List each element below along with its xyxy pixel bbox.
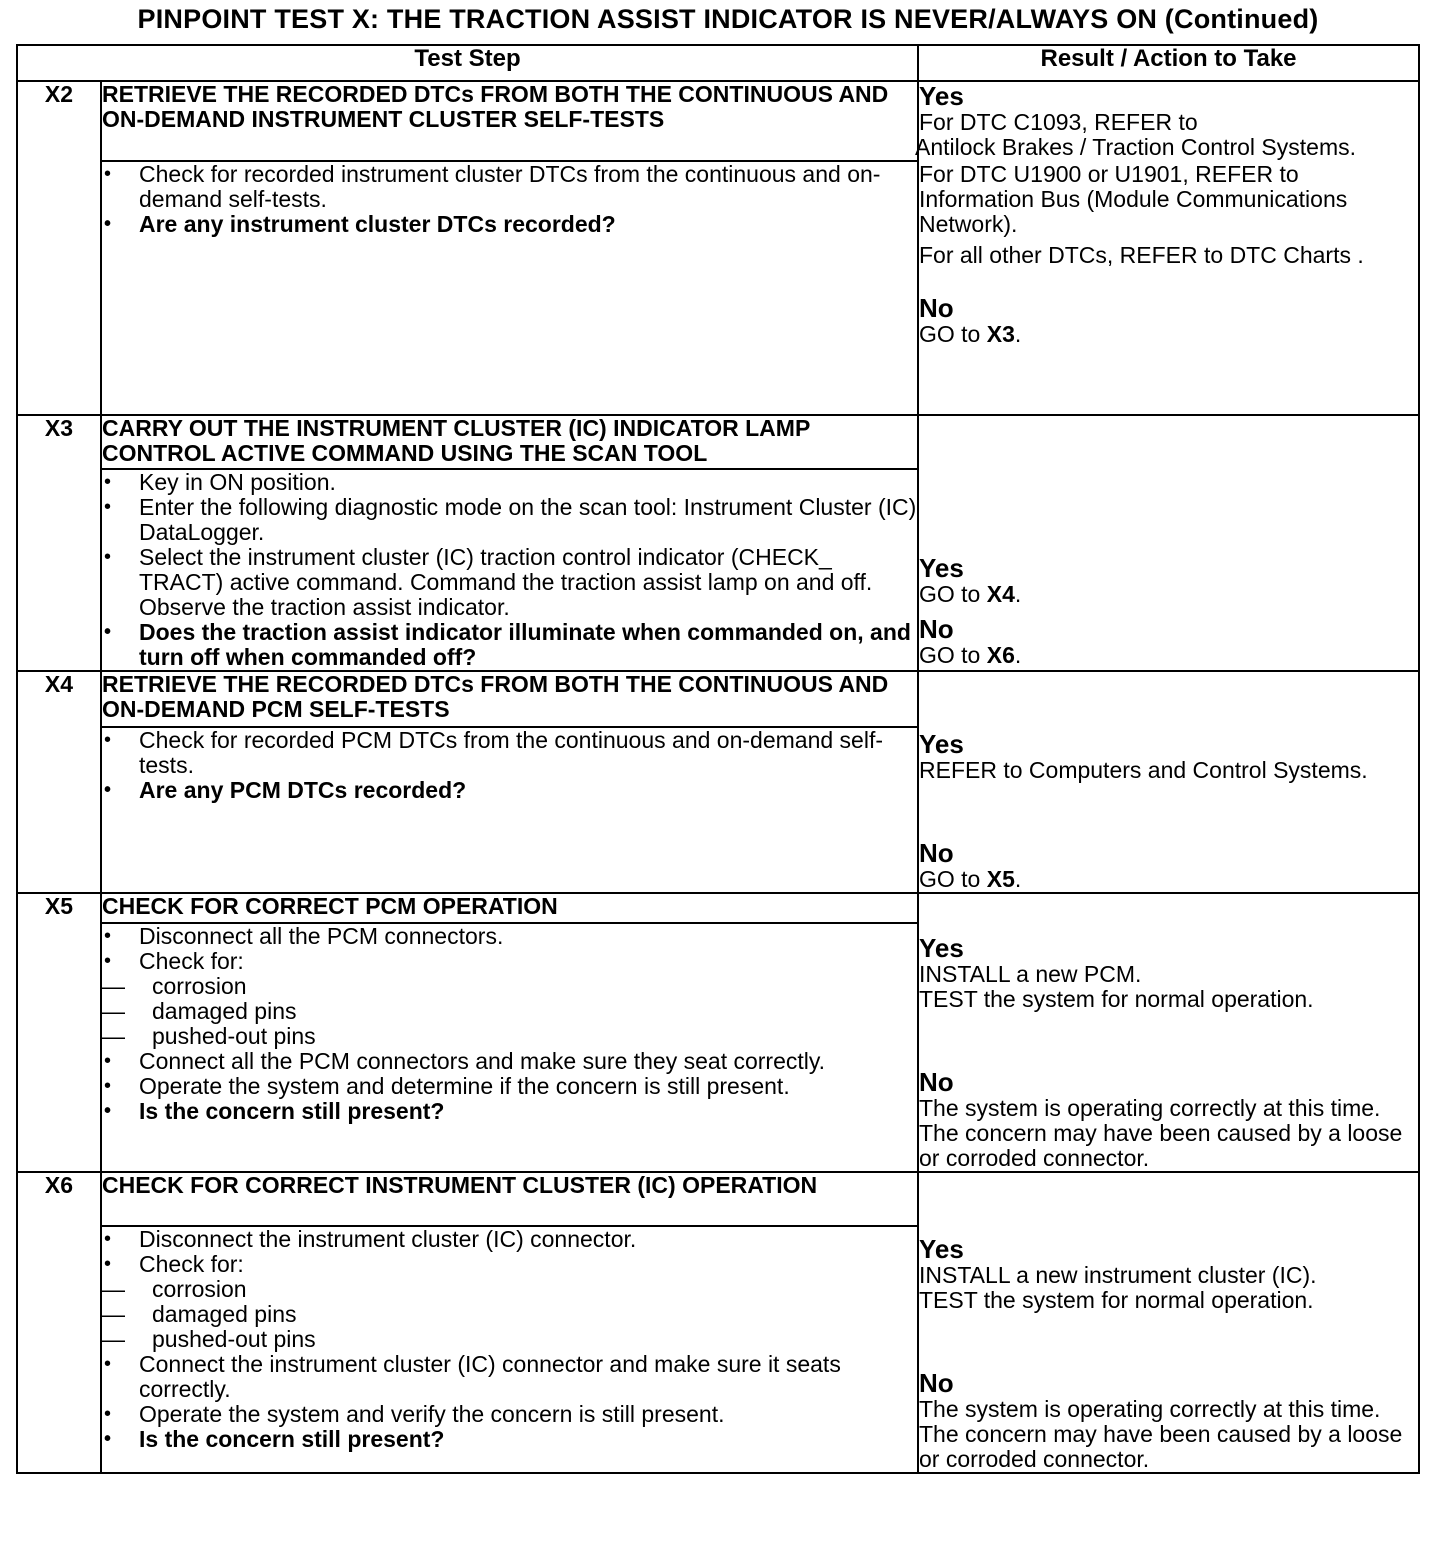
no-label: No bbox=[919, 1368, 954, 1398]
yes-line: TEST the system for normal operation. bbox=[919, 986, 1314, 1012]
step-items bbox=[102, 470, 917, 670]
yes-action bbox=[919, 582, 1418, 607]
step-body bbox=[101, 469, 918, 671]
question-item: • Is the concern still present? bbox=[139, 1427, 917, 1452]
step-id: X6 bbox=[17, 1172, 101, 1473]
step-x4-head-row bbox=[17, 671, 1419, 727]
no-action: The system is operating correctly at this time. The concern may have been caused by a loose or corroded connector. bbox=[919, 1396, 1403, 1472]
yes-target-link[interactable]: X4 bbox=[986, 581, 1015, 607]
check-item: — corrosion bbox=[152, 1277, 917, 1302]
step-result bbox=[918, 893, 1419, 1172]
step-x2-head-row bbox=[17, 81, 1419, 161]
no-target-link[interactable]: X6 bbox=[986, 642, 1015, 668]
check-item: — damaged pins bbox=[152, 999, 917, 1024]
yes-action: REFER to Computers and Control Systems. bbox=[919, 757, 1368, 783]
step-result bbox=[915, 81, 1419, 415]
no-target-link[interactable]: X3 bbox=[986, 321, 1015, 347]
no-label: No bbox=[919, 838, 954, 868]
step-id: X4 bbox=[17, 671, 101, 893]
list-item bbox=[139, 1252, 917, 1352]
step-body bbox=[101, 727, 918, 894]
no-suffix: . bbox=[1014, 866, 1022, 892]
step-heading: CHECK FOR CORRECT INSTRUMENT CLUSTER (IC) OPERATION bbox=[101, 1172, 918, 1226]
no-target-link[interactable]: X5 bbox=[986, 866, 1015, 892]
yes-line: INSTALL a new instrument cluster (IC). bbox=[919, 1262, 1317, 1288]
yes-line: Antilock Brakes / Traction Control Systems. bbox=[915, 134, 1356, 160]
yes-line: INSTALL a new PCM. bbox=[919, 961, 1142, 987]
step-id: X5 bbox=[17, 893, 101, 1172]
check-list bbox=[102, 974, 917, 1049]
step-result bbox=[918, 1172, 1419, 1473]
header-test-step: Test Step bbox=[17, 45, 918, 81]
question-item: • Are any instrument cluster DTCs recorded? bbox=[139, 212, 917, 237]
no-suffix: . bbox=[1014, 642, 1022, 668]
no-action bbox=[919, 322, 1418, 347]
no-prefix: GO to bbox=[919, 642, 987, 668]
yes-label: Yes bbox=[919, 553, 964, 583]
step-x5-head-row bbox=[17, 893, 1419, 923]
step-result bbox=[918, 415, 1419, 671]
list-item: • Select the instrument cluster (IC) traction control indicator (CHECK_ TRACT) active command. Command the traction assist lamp on and off. Observe the traction assist indicator. bbox=[139, 545, 917, 620]
step-id: X3 bbox=[17, 415, 101, 671]
question-item: • Is the concern still present? bbox=[139, 1099, 917, 1124]
step-heading: RETRIEVE THE RECORDED DTCs FROM BOTH THE CONTINUOUS AND ON-DEMAND PCM SELF-TESTS bbox=[101, 671, 918, 727]
no-label: No bbox=[919, 614, 954, 644]
list-item bbox=[139, 949, 917, 1049]
list-item: • Key in ON position. bbox=[139, 470, 917, 495]
pinpoint-test-table bbox=[16, 44, 1420, 1474]
yes-line: TEST the system for normal operation. bbox=[919, 1287, 1314, 1313]
no-action: The system is operating correctly at this time. The concern may have been caused by a loose or corroded connector. bbox=[919, 1095, 1403, 1171]
step-x6-head-row bbox=[17, 1172, 1419, 1226]
step-items bbox=[102, 162, 917, 237]
no-label: No bbox=[919, 1067, 954, 1097]
check-list bbox=[102, 1277, 917, 1352]
yes-line: For all other DTCs, REFER to DTC Charts . bbox=[919, 242, 1364, 268]
step-body bbox=[101, 161, 918, 415]
step-x3-head-row bbox=[17, 415, 1419, 469]
list-item: • Connect the instrument cluster (IC) connector and make sure it seats correctly. bbox=[139, 1352, 917, 1402]
yes-label: Yes bbox=[919, 1234, 964, 1264]
list-item: • Disconnect all the PCM connectors. bbox=[139, 924, 917, 949]
list-item: • Connect all the PCM connectors and make sure they seat correctly. bbox=[139, 1049, 917, 1074]
no-action bbox=[919, 867, 1418, 892]
step-items bbox=[102, 728, 917, 803]
yes-line: For DTC C1093, REFER to bbox=[919, 109, 1198, 135]
question-item: • Does the traction assist indicator illuminate when commanded on, and turn off when commanded off? bbox=[139, 620, 917, 670]
list-item: • Check for recorded instrument cluster DTCs from the continuous and on-demand self-tests. bbox=[139, 162, 917, 212]
list-item: • Operate the system and determine if the concern is still present. bbox=[139, 1074, 917, 1099]
step-items bbox=[102, 1227, 917, 1452]
check-for-label: Check for: bbox=[139, 1251, 244, 1277]
question-item: • Are any PCM DTCs recorded? bbox=[139, 778, 917, 803]
yes-prefix: GO to bbox=[919, 581, 987, 607]
step-heading: CHECK FOR CORRECT PCM OPERATION bbox=[101, 893, 918, 923]
step-items bbox=[102, 924, 917, 1124]
step-id: X2 bbox=[17, 81, 101, 415]
check-item: — corrosion bbox=[152, 974, 917, 999]
header-result: Result / Action to Take bbox=[918, 45, 1419, 81]
no-action bbox=[919, 643, 1418, 668]
step-body bbox=[101, 923, 918, 1172]
step-body bbox=[101, 1226, 918, 1473]
list-item: • Operate the system and verify the concern is still present. bbox=[139, 1402, 917, 1427]
no-prefix: GO to bbox=[919, 866, 987, 892]
yes-suffix: . bbox=[1014, 581, 1022, 607]
check-item: — damaged pins bbox=[152, 1302, 917, 1327]
no-prefix: GO to bbox=[919, 321, 987, 347]
step-heading: CARRY OUT THE INSTRUMENT CLUSTER (IC) INDICATOR LAMP CONTROL ACTIVE COMMAND USING THE SCAN TOOL bbox=[101, 415, 918, 469]
list-item: • Enter the following diagnostic mode on the scan tool: Instrument Cluster (IC) DataLogger. bbox=[139, 495, 917, 545]
yes-label: Yes bbox=[919, 729, 964, 759]
no-suffix: . bbox=[1014, 321, 1022, 347]
table-header-row bbox=[17, 45, 1419, 81]
check-for-label: Check for: bbox=[139, 948, 244, 974]
yes-label: Yes bbox=[919, 81, 964, 111]
step-heading: RETRIEVE THE RECORDED DTCs FROM BOTH THE CONTINUOUS AND ON-DEMAND INSTRUMENT CLUSTER SELF-TESTS bbox=[101, 81, 918, 161]
no-label: No bbox=[919, 293, 954, 323]
list-item: • Check for recorded PCM DTCs from the continuous and on-demand self-tests. bbox=[139, 728, 917, 778]
yes-line: For DTC U1900 or U1901, REFER to Information Bus (Module Communications Network). bbox=[919, 161, 1348, 237]
step-result bbox=[918, 671, 1419, 893]
check-item: — pushed-out pins bbox=[152, 1024, 917, 1049]
list-item: • Disconnect the instrument cluster (IC) connector. bbox=[139, 1227, 917, 1252]
check-item: — pushed-out pins bbox=[152, 1327, 917, 1352]
yes-label: Yes bbox=[919, 933, 964, 963]
page-title: PINPOINT TEST X: THE TRACTION ASSIST INDICATOR IS NEVER/ALWAYS ON (Continued) bbox=[137, 4, 1319, 34]
